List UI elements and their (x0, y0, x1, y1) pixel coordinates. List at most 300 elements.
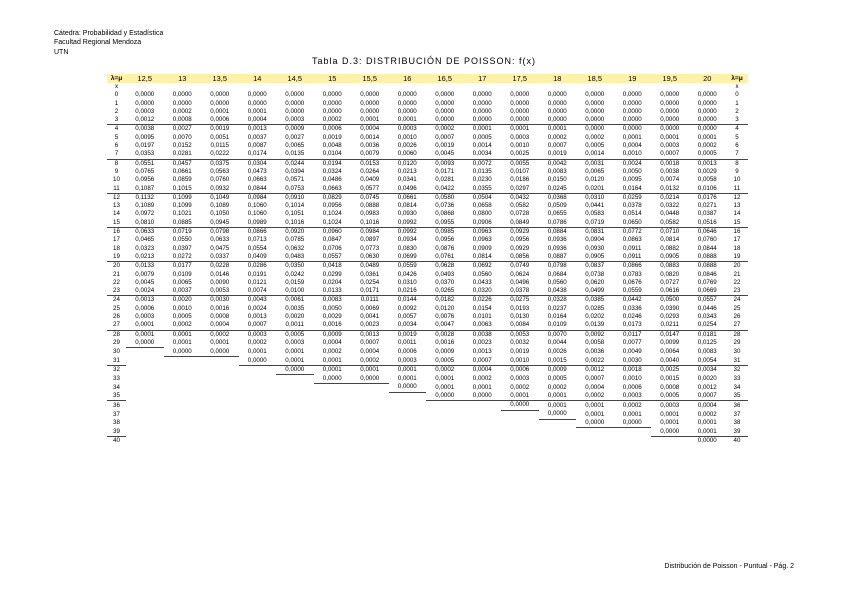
empty-cell (501, 419, 539, 428)
x-label-right: x (735, 83, 739, 90)
probability-cell: 0,0007 (547, 142, 567, 150)
empty-cell (501, 437, 539, 446)
probability-cell: 0,0000 (472, 116, 492, 124)
probability-cell: 0,0583 (585, 210, 605, 218)
probability-cell: 0,0323 (135, 244, 155, 252)
empty-cell (576, 428, 614, 437)
table-row (107, 168, 748, 176)
probability-cell: 0,0984 (239, 193, 277, 202)
empty-cell (164, 83, 202, 91)
x-value-left: 4 (107, 125, 126, 134)
probability-cell: 0,0830 (397, 244, 417, 252)
lambda-corner-label-right: λ=μ (726, 74, 748, 83)
x-value-left: 32 (107, 365, 126, 374)
x-value-right: 36 (726, 401, 748, 410)
probability-cell: 0,0120 (435, 304, 455, 312)
x-label-left: x (114, 83, 119, 90)
table-row (107, 100, 748, 108)
probability-cell: 0,0003 (651, 401, 689, 410)
probability-cell: 0,0014 (360, 133, 380, 141)
probability-cell: 0,0007 (660, 150, 680, 158)
probability-cell: 0,0003 (397, 356, 417, 364)
probability-cell: 0,0036 (585, 347, 605, 355)
probability-cell: 0,0111 (351, 296, 389, 305)
table-row (107, 142, 748, 150)
probability-cell: 0,1099 (164, 193, 202, 202)
probability-cell: 0,0275 (501, 296, 539, 305)
x-value-left: 5 (114, 133, 119, 141)
probability-cell: 0,0500 (651, 296, 689, 305)
probability-cell: 0,1060 (247, 210, 267, 218)
probability-cell: 0,0000 (547, 107, 567, 115)
empty-cell (201, 83, 239, 91)
probability-cell: 0,0001 (622, 410, 642, 418)
probability-cell: 0,0633 (126, 228, 164, 237)
empty-cell (314, 428, 352, 437)
probability-cell: 0,0109 (547, 321, 567, 329)
probability-cell: 0,0885 (172, 218, 192, 226)
probability-cell: 0,0000 (660, 99, 680, 107)
probability-cell: 0,0037 (247, 133, 267, 141)
probability-cell: 0,0001 (539, 125, 577, 134)
x-value-right: 34 (733, 383, 741, 391)
empty-cell (351, 419, 389, 428)
empty-cell (276, 383, 314, 392)
probability-cell: 0,0030 (622, 356, 642, 364)
probability-cell: 0,0719 (585, 218, 605, 226)
x-value-left: 14 (113, 210, 120, 218)
probability-cell: 0,0001 (397, 116, 417, 124)
probability-cell: 0,0738 (585, 270, 605, 278)
x-value-left: 19 (113, 252, 120, 260)
probability-cell: 0,0045 (135, 278, 155, 286)
probability-cell: 0,0174 (247, 150, 267, 158)
probability-cell: 0,0013 (126, 296, 164, 305)
probability-cell: 0,0559 (389, 262, 427, 271)
x-value-left: 38 (113, 419, 120, 427)
probability-cell: 0,0193 (510, 304, 530, 312)
probability-cell: 0,0004 (322, 339, 342, 347)
x-value-left: 15 (113, 218, 120, 226)
probability-cell: 0,0019 (201, 125, 239, 134)
empty-cell (576, 83, 614, 91)
probability-cell: 0,0000 (547, 99, 567, 107)
probability-cell: 0,0264 (360, 167, 380, 175)
empty-cell (501, 83, 539, 91)
probability-cell: 0,0007 (585, 374, 605, 382)
empty-cell (164, 419, 202, 428)
probability-cell: 0,0000 (651, 428, 689, 437)
probability-cell: 0,0000 (622, 116, 642, 124)
probability-cell: 0,0121 (247, 278, 267, 286)
probability-cell: 0,1089 (210, 202, 230, 210)
empty-cell (501, 410, 539, 419)
probability-cell: 0,0092 (397, 304, 417, 312)
table-row (107, 401, 748, 410)
probability-cell: 0,0385 (576, 296, 614, 305)
probability-cell: 0,0173 (622, 321, 642, 329)
probability-cell: 0,0785 (285, 236, 305, 244)
probability-cell: 0,0000 (435, 116, 455, 124)
probability-cell: 0,0557 (322, 252, 342, 260)
x-value-right: 24 (726, 296, 748, 305)
probability-cell: 0,1089 (135, 202, 155, 210)
lambda-header-cell: 15 (314, 74, 352, 83)
probability-cell: 0,0007 (435, 133, 455, 141)
probability-cell: 0,0061 (276, 296, 314, 305)
probability-cell: 0,0000 (285, 107, 305, 115)
probability-cell: 0,0042 (539, 159, 577, 168)
probability-cell: 0,0055 (501, 159, 539, 168)
probability-cell: 0,0905 (660, 252, 680, 260)
probability-cell: 0,0115 (210, 142, 229, 150)
probability-cell: 0,0005 (660, 392, 680, 400)
empty-cell (651, 437, 689, 446)
probability-cell: 0,0684 (547, 270, 567, 278)
probability-cell: 0,0355 (472, 184, 492, 192)
probability-cell: 0,0658 (472, 202, 492, 210)
probability-cell: 0,0000 (322, 99, 342, 107)
probability-cell: 0,0001 (164, 330, 202, 339)
probability-cell: 0,0099 (660, 339, 680, 347)
probability-cell: 0,0006 (501, 365, 539, 374)
probability-cell: 0,0177 (164, 262, 202, 271)
x-value-left: 17 (113, 236, 120, 244)
probability-cell: 0,0000 (426, 392, 464, 401)
probability-cell: 0,0000 (614, 419, 652, 428)
probability-cell: 0,0897 (360, 236, 380, 244)
probability-cell: 0,0002 (697, 142, 717, 150)
probability-cell: 0,0000 (210, 99, 230, 107)
probability-cell: 0,0084 (510, 321, 530, 329)
probability-cell: 0,0422 (435, 184, 455, 192)
empty-cell (464, 83, 502, 91)
probability-cell: 0,0150 (547, 176, 567, 184)
probability-cell: 0,0020 (697, 374, 717, 382)
empty-cell (276, 401, 314, 410)
probability-cell: 0,0983 (360, 210, 380, 218)
x-value-right: 27 (733, 321, 741, 329)
probability-cell: 0,0972 (135, 210, 155, 218)
probability-cell: 0,0441 (585, 202, 605, 210)
probability-cell: 0,0810 (135, 218, 155, 226)
probability-cell: 0,0204 (322, 278, 342, 286)
probability-cell: 0,0465 (135, 236, 155, 244)
probability-cell: 0,0000 (660, 91, 680, 99)
empty-cell (539, 83, 577, 91)
probability-cell: 0,0074 (660, 176, 680, 184)
empty-cell (389, 410, 427, 419)
empty-cell (614, 437, 652, 446)
empty-cell (201, 428, 239, 437)
probability-cell: 0,0669 (697, 287, 717, 295)
probability-cell: 0,0011 (398, 339, 417, 347)
probability-cell: 0,0032 (510, 339, 530, 347)
probability-cell: 0,0007 (360, 339, 380, 347)
probability-cell: 0,0002 (585, 133, 605, 141)
probability-cell: 0,0001 (285, 347, 305, 355)
empty-cell (464, 410, 502, 419)
probability-cell: 0,0000 (651, 125, 689, 134)
x-value-left: 13 (113, 202, 120, 210)
empty-cell (539, 428, 577, 437)
x-value-right: 35 (733, 392, 741, 400)
probability-cell: 0,0000 (239, 357, 277, 366)
probability-cell: 0,0020 (285, 313, 305, 321)
probability-cell: 0,0783 (622, 270, 642, 278)
probability-cell: 0,0299 (322, 270, 342, 278)
probability-cell: 0,0107 (510, 167, 530, 175)
empty-cell (239, 437, 277, 446)
probability-cell: 0,1024 (322, 218, 342, 226)
empty-cell (126, 401, 164, 410)
probability-cell: 0,0016 (322, 321, 342, 329)
table-row (107, 176, 748, 184)
probability-cell: 0,0800 (472, 210, 492, 218)
probability-cell: 0,0936 (547, 244, 567, 252)
probability-cell: 0,0655 (547, 210, 567, 218)
probability-cell: 0,0006 (210, 116, 230, 124)
probability-cell: 0,0956 (322, 202, 342, 210)
probability-cell: 0,0571 (285, 176, 305, 184)
probability-cell: 0,0120 (389, 159, 427, 168)
empty-cell (164, 437, 202, 446)
probability-cell: 0,0006 (314, 125, 352, 134)
probability-cell: 0,0019 (389, 330, 427, 339)
probability-cell: 0,0049 (622, 347, 642, 355)
probability-cell: 0,1021 (172, 210, 192, 218)
probability-cell: 0,0904 (585, 236, 605, 244)
empty-cell (126, 83, 164, 91)
x-value-left: 16 (107, 228, 126, 237)
probability-cell: 0,0727 (660, 278, 680, 286)
probability-cell: 0,0060 (397, 150, 417, 158)
lambda-header-cell: 12,5 (126, 74, 164, 83)
probability-cell: 0,0064 (660, 347, 680, 355)
x-label-row (107, 83, 748, 91)
probability-cell: 0,0087 (247, 142, 267, 150)
probability-cell: 0,0001 (126, 330, 164, 339)
probability-cell: 0,0176 (689, 193, 727, 202)
probability-cell: 0,0004 (689, 401, 727, 410)
probability-cell: 0,0083 (314, 296, 352, 305)
probability-cell: 0,0095 (622, 176, 642, 184)
probability-cell: 0,0496 (397, 184, 417, 192)
probability-cell: 0,0237 (547, 304, 567, 312)
probability-cell: 0,0002 (172, 321, 192, 329)
probability-cell: 0,0286 (239, 262, 277, 271)
probability-cell: 0,0281 (172, 150, 192, 158)
probability-cell: 0,0245 (547, 184, 567, 192)
probability-cell: 0,0577 (360, 184, 380, 192)
x-value-right: 26 (733, 313, 741, 321)
probability-cell: 0,0065 (285, 142, 305, 150)
probability-cell: 0,0004 (585, 383, 605, 391)
empty-cell (351, 437, 389, 446)
empty-cell (164, 410, 202, 419)
table-row (107, 375, 748, 384)
lambda-header-row (107, 74, 748, 83)
x-value-left: 21 (113, 270, 120, 278)
probability-cell: 0,0230 (472, 176, 492, 184)
x-value-right: 15 (733, 218, 741, 226)
probability-cell: 0,0013 (239, 125, 277, 134)
probability-cell: 0,0361 (360, 270, 380, 278)
x-value-right: 0 (735, 91, 739, 99)
x-value-left: 6 (114, 142, 119, 150)
x-value-right: 38 (733, 419, 741, 427)
x-value-right: 13 (733, 202, 741, 210)
probability-cell: 0,0025 (651, 365, 689, 374)
probability-cell: 0,0002 (322, 347, 342, 355)
empty-cell (426, 419, 464, 428)
empty-cell (126, 419, 164, 428)
probability-cell: 0,0888 (697, 252, 717, 260)
lambda-corner-label-left: λ=μ (107, 74, 126, 83)
probability-cell: 0,0164 (622, 184, 642, 192)
probability-cell: 0,0065 (585, 167, 605, 175)
empty-cell (201, 383, 239, 392)
table-row (107, 348, 748, 357)
probability-cell: 0,0394 (285, 167, 305, 175)
probability-cell: 0,0000 (510, 99, 530, 107)
empty-cell (614, 428, 652, 437)
empty-cell (201, 375, 239, 384)
empty-cell (351, 392, 389, 401)
probability-cell: 0,0514 (622, 210, 642, 218)
empty-cell (239, 375, 277, 384)
probability-cell: 0,0038 (126, 125, 164, 134)
probability-cell: 0,0002 (585, 392, 605, 400)
probability-cell: 0,0646 (689, 228, 727, 237)
probability-cell: 0,0023 (360, 321, 380, 329)
x-value-right: 8 (726, 159, 748, 168)
probability-cell: 0,0905 (585, 252, 605, 260)
probability-cell: 0,0000 (547, 91, 567, 99)
lambda-header-cell: 13,5 (201, 74, 239, 83)
empty-cell (164, 375, 202, 384)
probability-cell: 0,0000 (576, 419, 614, 428)
lambda-header-cell: 18,5 (576, 74, 614, 83)
probability-cell: 0,0254 (360, 278, 380, 286)
empty-cell (389, 419, 427, 428)
probability-cell: 0,0254 (697, 321, 717, 329)
probability-cell: 0,0007 (697, 392, 717, 400)
probability-cell: 0,0001 (389, 365, 427, 374)
probability-cell: 0,0000 (172, 99, 192, 107)
probability-cell: 0,0222 (210, 150, 230, 158)
probability-cell: 0,0888 (360, 202, 380, 210)
probability-cell: 0,0001 (660, 133, 680, 141)
probability-cell: 0,0496 (510, 278, 530, 286)
probability-cell: 0,0024 (247, 304, 267, 312)
probability-cell: 0,0000 (622, 107, 642, 115)
empty-cell (164, 365, 202, 374)
table-row (107, 134, 748, 142)
empty-cell (201, 410, 239, 419)
probability-cell: 0,0159 (285, 278, 305, 286)
probability-cell: 0,0008 (210, 313, 230, 321)
probability-cell: 0,0053 (210, 287, 230, 295)
probability-cell: 0,0000 (126, 339, 164, 348)
probability-cell: 0,0000 (247, 99, 267, 107)
probability-cell: 0,0560 (547, 278, 567, 286)
empty-cell (126, 383, 164, 392)
x-value-left: 31 (113, 356, 120, 364)
x-value-right: 29 (733, 339, 741, 347)
probability-cell: 0,0000 (397, 91, 417, 99)
probability-cell: 0,0000 (660, 107, 680, 115)
probability-cell: 0,0000 (351, 375, 389, 384)
table-row (107, 410, 748, 419)
table-row (107, 419, 748, 428)
empty-cell (126, 365, 164, 374)
probability-cell: 0,0003 (285, 339, 305, 347)
x-value-right: 19 (733, 252, 741, 260)
probability-cell: 0,0375 (201, 159, 239, 168)
probability-cell: 0,0418 (314, 262, 352, 271)
probability-cell: 0,0663 (322, 184, 342, 192)
x-value-left: 36 (107, 401, 126, 410)
probability-cell: 0,0259 (614, 193, 652, 202)
probability-cell: 0,0036 (360, 142, 380, 150)
empty-cell (389, 437, 427, 446)
table-row (107, 193, 748, 202)
probability-cell: 0,0006 (622, 383, 642, 391)
probability-cell: 0,0211 (660, 321, 679, 329)
probability-cell: 0,0144 (389, 296, 427, 305)
probability-cell: 0,0001 (360, 116, 380, 124)
probability-cell: 0,0906 (472, 218, 492, 226)
probability-cell: 0,0582 (660, 218, 680, 226)
probability-cell: 0,0483 (285, 252, 305, 260)
probability-cell: 0,0910 (276, 193, 314, 202)
probability-cell: 0,0038 (660, 167, 680, 175)
probability-cell: 0,0093 (426, 159, 464, 168)
probability-cell: 0,0772 (614, 228, 652, 237)
probability-cell: 0,0448 (660, 210, 680, 218)
probability-cell: 0,0045 (435, 150, 455, 158)
lambda-header-cell: 16 (389, 74, 427, 83)
x-value-left: 22 (113, 278, 120, 286)
x-value-right: 32 (726, 365, 748, 374)
empty-cell (426, 428, 464, 437)
probability-cell: 0,0769 (697, 278, 717, 286)
empty-cell (201, 401, 239, 410)
probability-cell: 0,0560 (472, 270, 492, 278)
probability-cell: 0,0493 (435, 270, 455, 278)
probability-cell: 0,0992 (389, 228, 427, 237)
probability-cell: 0,0911 (623, 244, 642, 252)
x-value-left: 8 (107, 159, 126, 168)
probability-cell: 0,0019 (435, 142, 455, 150)
probability-cell: 0,0001 (547, 392, 567, 400)
probability-cell: 0,0000 (360, 107, 380, 115)
probability-cell: 0,0002 (426, 365, 464, 374)
table-row (107, 305, 748, 313)
probability-cell: 0,0336 (622, 304, 642, 312)
empty-cell (239, 383, 277, 392)
x-value-right: 9 (735, 167, 739, 175)
table-row (107, 253, 748, 262)
empty-cell (201, 392, 239, 401)
probability-cell: 0,0133 (126, 262, 164, 271)
lambda-header-cell: 17,5 (501, 74, 539, 83)
probability-cell: 0,0013 (472, 347, 492, 355)
probability-cell: 0,0432 (501, 193, 539, 202)
probability-cell: 0,0153 (351, 159, 389, 168)
probability-cell: 0,0002 (547, 383, 567, 391)
